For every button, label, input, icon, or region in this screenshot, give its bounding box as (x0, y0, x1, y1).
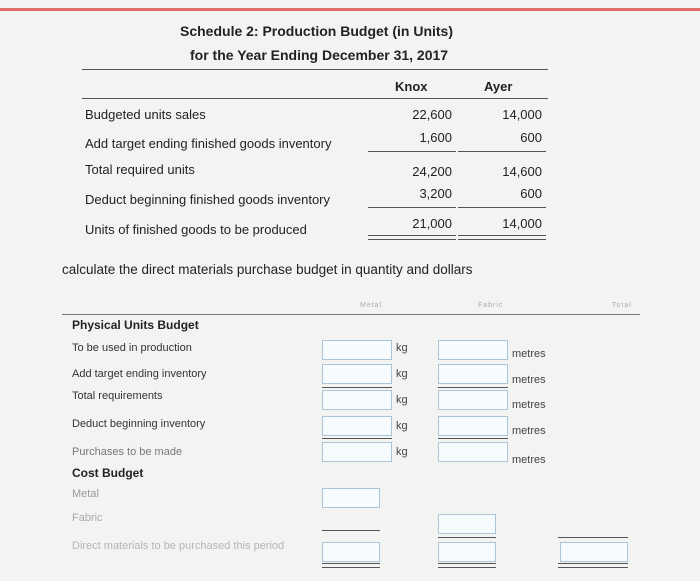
metal-target-ending-input[interactable] (322, 364, 392, 384)
row-label-target-ending: Add target ending finished goods inventory (85, 136, 332, 151)
unit-metres-4: metres (512, 425, 546, 437)
unit-kg-2: kg (396, 368, 408, 380)
knox-deduct-beginning: 3,200 (419, 186, 452, 201)
row-label-units-produced: Units of finished goods to be produced (85, 222, 307, 237)
fabric-deduct-beginning-input[interactable] (438, 416, 508, 436)
fabric-purchases-input[interactable] (438, 442, 508, 462)
knox-total-required: 24,200 (412, 164, 452, 179)
label-total-requirements: Total requirements (72, 390, 163, 402)
unit-metres-3: metres (512, 399, 546, 411)
col-header-rule (82, 98, 548, 99)
ayer-total-required: 14,600 (502, 164, 542, 179)
unit-kg-4: kg (396, 420, 408, 432)
knox-budgeted-sales: 22,600 (412, 107, 452, 122)
ayer-total-rule (458, 207, 546, 208)
cost-fabric-input[interactable] (438, 514, 496, 534)
ayer-units-produced: 14,000 (502, 216, 542, 231)
form-col-header-total: Total (612, 302, 632, 309)
label-used-in-production: To be used in production (72, 342, 192, 354)
fabric-used-in-production-input[interactable] (438, 340, 508, 360)
knox-total-rule (368, 207, 456, 208)
metal-subtotal-rule (322, 387, 392, 388)
top-border (0, 8, 700, 11)
ayer-subtotal-rule (458, 151, 546, 152)
fabric-target-ending-input[interactable] (438, 364, 508, 384)
metal-deduct-beginning-input[interactable] (322, 416, 392, 436)
cost-direct-materials-metal-input[interactable] (322, 542, 380, 562)
label-cost-metal: Metal (72, 488, 99, 500)
form-header-rule (62, 314, 640, 315)
metal-purchases-input[interactable] (322, 442, 392, 462)
ayer-double-rule (458, 235, 546, 240)
knox-units-produced: 21,000 (412, 216, 452, 231)
unit-kg-3: kg (396, 394, 408, 406)
header-rule (82, 69, 548, 70)
row-label-deduct-beginning: Deduct beginning finished goods inventory (85, 192, 331, 207)
knox-subtotal-rule (368, 151, 456, 152)
ayer-target-ending: 600 (520, 130, 542, 145)
knox-double-rule (368, 235, 456, 240)
cost-metal-double-rule (322, 563, 380, 568)
cost-total-double-rule (558, 563, 628, 568)
col-header-ayer: Ayer (484, 79, 513, 94)
schedule-title: Schedule 2: Production Budget (in Units) (180, 23, 453, 39)
section-cost-budget: Cost Budget (72, 466, 144, 480)
label-direct-materials-purchased: Direct materials to be purchased this period (72, 540, 285, 552)
cost-metal-rule (322, 530, 380, 531)
label-purchases-to-be-made: Purchases to be made (72, 446, 183, 458)
unit-metres-1: metres (512, 348, 546, 360)
ayer-deduct-beginning: 600 (520, 186, 542, 201)
fabric-total-requirements-input[interactable] (438, 390, 508, 410)
metal-purchases-rule (322, 438, 392, 439)
fabric-subtotal-rule (438, 387, 508, 388)
metal-used-in-production-input[interactable] (322, 340, 392, 360)
row-label-total-required: Total required units (85, 162, 195, 177)
metal-total-requirements-input[interactable] (322, 390, 392, 410)
label-deduct-beginning-inventory: Deduct beginning inventory (72, 418, 206, 430)
ayer-budgeted-sales: 14,000 (502, 107, 542, 122)
label-target-ending-inventory: Add target ending inventory (72, 368, 207, 380)
section-physical-units: Physical Units Budget (72, 318, 199, 332)
cost-total-input[interactable] (560, 542, 628, 562)
unit-kg-5: kg (396, 446, 408, 458)
col-header-knox: Knox (395, 79, 428, 94)
unit-metres-2: metres (512, 374, 546, 386)
unit-metres-5: metres (512, 454, 546, 466)
row-label-budgeted-sales: Budgeted units sales (85, 107, 206, 122)
question-text: calculate the direct materials purchase budget in quantity and dollars (62, 262, 473, 277)
cost-fabric-double-rule (438, 563, 496, 568)
unit-kg-1: kg (396, 342, 408, 354)
cost-total-rule (558, 537, 628, 538)
cost-fabric-rule (438, 537, 496, 538)
schedule-subtitle: for the Year Ending December 31, 2017 (190, 47, 449, 63)
cost-direct-materials-fabric-input[interactable] (438, 542, 496, 562)
cost-metal-input[interactable] (322, 488, 380, 508)
label-cost-fabric: Fabric (72, 512, 103, 524)
form-col-header-metal: Metal (360, 302, 383, 309)
fabric-purchases-rule (438, 438, 508, 439)
form-col-header-fabric: Fabric (478, 302, 504, 309)
knox-target-ending: 1,600 (419, 130, 452, 145)
